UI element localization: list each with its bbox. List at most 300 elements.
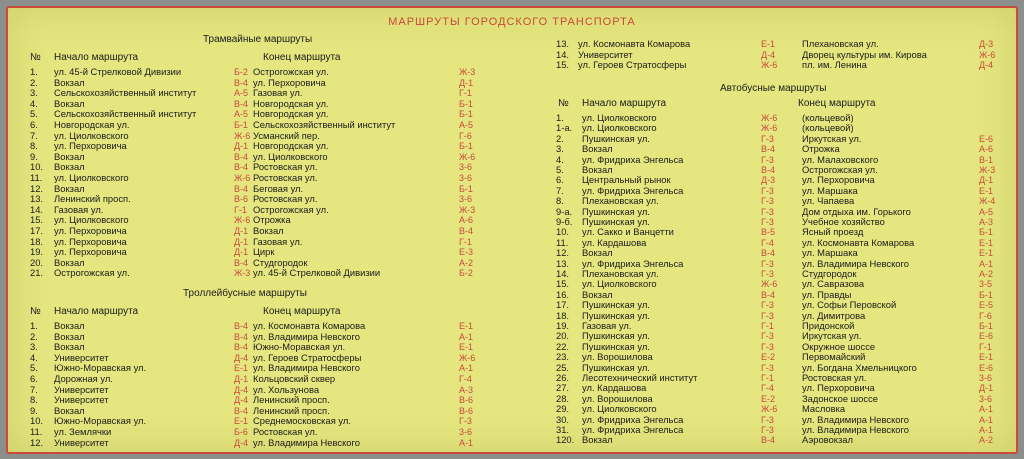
start-grid-code: Д-4 [234,437,249,448]
route-start: Университет [578,48,633,60]
start-grid-code: В-5 [761,227,776,238]
route-start: Университет [54,383,109,395]
start-grid-code: В-4 [234,342,249,353]
start-grid-code: Г-3 [761,217,774,227]
page-title: МАРШРУТЫ ГОРОДСКОГО ТРАНСПОРТА [388,16,636,28]
end-grid-code: Г-1 [459,88,472,99]
route-start: Университет [54,351,109,363]
route-end: ул. Космонавта Комарова [253,320,366,331]
end-grid-code: А-3 [979,217,994,227]
route-start: Вокзал [54,330,85,342]
route-number: 28. [556,392,570,404]
end-grid-code: Г-3 [459,416,472,427]
route-number: 15. [556,59,570,71]
start-grid-code: Г-1 [761,373,774,383]
route-number: 8. [30,140,38,152]
route-end: Газовая ул. [253,235,303,247]
route-number: 11. [556,236,569,248]
route-end: ул. Космонавта Комарова [802,236,915,248]
start-grid-code: Е-2 [761,352,776,363]
end-grid-code: А-5 [979,206,994,217]
route-end: Ростовская ул. [802,372,867,383]
end-grid-code: Е-1 [459,321,474,331]
end-grid-code: В-6 [459,405,474,416]
end-grid-code: А-1 [459,437,474,448]
route-end: Острогожская ул. [253,203,329,215]
end-grid-code: А-5 [459,120,474,130]
end-grid-code: 3-6 [979,393,993,404]
route-end: ул. Богдана Хмельницкого [802,361,917,373]
start-grid-code: Г-3 [761,414,774,425]
route-start: Пушкинская ул. [582,330,650,342]
route-end: Первомайский [802,351,866,363]
route-start: Дорожная ул. [54,373,113,384]
route-start: ул. Циолковского [54,172,129,183]
route-number: 14. [556,268,570,279]
start-grid-code: В-4 [234,77,249,88]
route-start: Центральный рынок [582,174,671,186]
route-start: ул. Ворошилова [582,351,653,363]
end-grid-code: Б-1 [459,109,473,120]
route-number: 5. [30,362,38,374]
trolley-start-header: Начало маршрута [54,306,139,317]
route-start: ул. Фридриха Энгельса [582,257,684,269]
route-end: Острогожская ул. [253,66,329,77]
end-grid-code: А-2 [979,269,994,279]
route-end: Газовая ул. [253,87,303,99]
route-start: ул. Фридриха Энгельса [582,184,684,196]
start-grid-code: Е-1 [761,39,776,49]
end-grid-code: А-1 [979,414,994,425]
route-end: Масловка [802,403,846,415]
trolley-heading: Троллейбусные маршруты [183,288,307,299]
start-grid-code: В-4 [761,144,776,155]
start-grid-code: Ж-6 [761,60,778,71]
end-grid-code: Д-1 [979,383,994,394]
route-start: Вокзал [54,161,85,173]
route-end: Среднемосковская ул. [253,415,351,427]
end-grid-code: А-2 [979,435,994,446]
route-start: Южно-Моравская ул. [54,415,147,427]
route-start: ул. Циолковского [54,214,129,226]
end-grid-code: Ж-6 [459,352,476,363]
start-grid-code: Д-1 [234,141,249,152]
end-grid-code: 3-6 [459,427,473,437]
tram-start-header: Начало маршрута [54,52,139,63]
route-end: ул. Чапаева [802,195,855,207]
route-row [8,134,1008,145]
route-start: ул. Перхоровича [54,235,127,247]
route-row [8,425,1008,436]
end-grid-code: Е-6 [979,362,994,373]
route-end: Новгородская ул. [253,97,329,109]
route-row [8,182,1008,197]
end-grid-code: А-1 [979,258,994,269]
route-number: 9. [30,404,38,416]
route-end: Ростовская ул. [253,161,318,173]
bus-num-header: № [558,98,569,109]
route-start: ул. Циолковского [54,129,129,141]
start-grid-code: В-4 [761,435,776,446]
end-grid-code: Б-1 [979,289,993,300]
route-row [8,311,1008,322]
route-end: (кольцевой) [802,112,854,123]
end-grid-code: 3-6 [459,173,473,183]
route-number: 19. [556,320,570,331]
start-grid-code: Г-3 [761,258,774,269]
route-number: 17. [556,299,570,311]
route-start: Пушкинская ул. [582,309,650,321]
route-start: Вокзал [54,182,85,194]
start-grid-code: А-5 [234,88,249,99]
route-end: Южно-Моравская ул. [253,341,346,353]
route-number: 13. [30,193,44,205]
route-end: ул. 45-й Стрелковой Дивизии [253,267,381,279]
route-start: Пушкинская ул. [582,205,650,217]
start-grid-code: Г-4 [761,237,774,248]
route-end: Ростовская ул. [253,193,318,205]
route-start: Ленинский просп. [54,193,131,205]
route-start: ул. Сакко и Ванцетти [582,226,674,238]
route-start: ул. 45-й Стрелковой Дивизии [54,66,182,77]
tram-heading: Трамвайные маршруты [203,34,313,45]
route-number: 10. [30,415,44,427]
route-number: 17. [30,225,44,236]
route-number: 14. [556,48,570,60]
start-grid-code: Д-1 [234,236,249,247]
route-number: 23. [556,351,570,363]
route-number: 6. [556,174,564,186]
route-number: 18. [30,235,44,247]
end-grid-code: Б-1 [979,227,993,238]
route-number: 7. [30,383,38,395]
route-end: Ростовская ул. [253,172,318,183]
route-row [8,235,1008,249]
route-start: Пушкинская ул. [582,132,650,144]
route-start: Сельскохозяйственный институт [54,87,197,99]
end-grid-code: Ж-4 [979,196,996,207]
route-number: 8. [556,195,564,207]
end-grid-code: Д-1 [459,77,474,88]
end-grid-code: В-6 [459,395,474,406]
route-row [8,435,1008,446]
end-grid-code: 3-6 [979,373,993,383]
start-grid-code: Ж-6 [234,215,251,226]
start-grid-code: Г-3 [761,185,774,196]
route-end: Плехановская ул. [802,38,879,49]
end-grid-code: Д-3 [979,39,994,49]
start-grid-code: Г-4 [761,383,774,394]
route-end: Цирк [253,246,275,258]
route-number: 15. [30,214,44,226]
route-end: ул. Димитрова [802,309,866,321]
route-number: 21. [30,267,44,279]
start-grid-code: Г-3 [761,425,774,435]
route-end: Ясный проезд [802,226,864,238]
route-number: 1. [30,66,38,77]
route-number: 29. [556,403,570,415]
route-start: Вокзал [54,404,85,416]
route-end: Беговая ул. [253,182,304,194]
end-grid-code: А-2 [459,257,474,268]
start-grid-code: Д-4 [234,352,249,363]
start-grid-code: В-6 [234,194,249,205]
route-end: Сельскохозяйственный институт [253,119,396,130]
start-grid-code: Г-3 [761,269,774,279]
route-end: Дом отдыха им. Горького [802,205,911,217]
route-number: 11. [30,172,43,183]
end-grid-code: Е-1 [979,248,994,259]
route-end: ул. Маршака [802,247,858,259]
route-start: ул. Землячки [54,426,112,437]
route-row [8,60,1008,71]
end-grid-code: А-1 [459,331,474,342]
start-grid-code: В-4 [234,98,249,109]
end-grid-code: Е-5 [979,300,994,311]
route-end: ул. Хользунова [253,383,320,395]
end-grid-code: Е-1 [979,185,994,196]
end-grid-code: 3-6 [459,162,473,173]
route-row [8,113,1008,124]
route-start: ул. Циолковского [582,122,657,134]
route-start: ул. Перхоровича [54,246,127,258]
route-number: 120. [556,434,575,446]
route-row [8,172,1008,186]
route-end: Вокзал [253,225,284,236]
route-start: Пушкинская ул. [582,299,650,311]
route-number: 13. [556,257,570,269]
start-grid-code: Ж-3 [234,268,251,279]
end-grid-code: 3-5 [979,279,993,290]
route-start: Газовая ул. [582,320,632,331]
end-grid-code: Ж-3 [979,165,996,175]
start-grid-code: Г-3 [761,331,774,342]
route-number: 20. [556,330,570,342]
start-grid-code: В-4 [234,257,249,268]
start-grid-code: Е-1 [234,363,249,374]
start-grid-code: Ж-6 [761,113,778,123]
route-end: ул. Владимира Невского [253,330,360,342]
route-number: 27. [556,382,570,394]
route-end: ул. Малаховского [802,153,879,165]
start-grid-code: Б-1 [234,120,248,130]
route-end: ул. Героев Стратосферы [253,351,362,363]
route-start: Сельскохозяйственный институт [54,108,197,120]
route-end: Студгородок [253,256,308,268]
route-end: Ленинский просп. [253,404,330,416]
route-sheet [6,6,1018,454]
end-grid-code: Г-6 [459,130,472,141]
route-number: 14. [30,203,44,215]
end-grid-code: Ж-3 [459,204,476,215]
route-number: 2. [30,76,38,88]
route-start: Вокзал [582,434,613,446]
route-start: ул. Ворошилова [582,392,653,404]
route-row [8,394,1008,405]
end-grid-code: А-6 [459,215,474,226]
end-grid-code: Б-1 [459,98,473,109]
start-grid-code: Д-4 [234,384,249,395]
route-number: 11. [30,426,43,437]
route-number: 8. [30,394,38,406]
route-start: ул. Циолковского [582,112,657,123]
start-grid-code: Ж-6 [761,279,778,290]
route-number: 26. [556,372,570,383]
route-number: 2. [556,132,564,144]
end-grid-code: Б-1 [459,141,473,152]
route-end: ул. Владимира Невского [253,436,360,448]
route-end: (кольцевой) [802,122,854,134]
route-end: пл. им. Ленина [802,59,867,71]
route-number: 13. [556,38,570,49]
end-grid-code: Д-1 [979,175,994,186]
start-grid-code: Ж-6 [234,173,251,183]
route-end: Новгородская ул. [253,140,329,152]
tram-end-header: Конец маршрута [263,52,341,63]
start-grid-code: Д-1 [234,226,249,236]
route-row [8,279,1008,290]
start-grid-code: В-4 [761,289,776,300]
route-start: Новгородская ул. [54,119,130,130]
route-number: 20. [30,256,44,268]
route-end: ул. Маршака [802,184,858,196]
end-grid-code: Ж-6 [979,49,996,60]
start-grid-code: В-4 [234,405,249,416]
end-grid-code: Г-1 [979,341,992,352]
start-grid-code: Д-3 [761,175,776,186]
start-grid-code: В-4 [234,162,249,173]
start-grid-code: Г-3 [761,341,774,352]
route-number: 31. [556,424,570,435]
route-end: ул. Перхоровича [802,174,875,186]
route-end: Усманский пер. [253,129,320,141]
route-number: 9. [30,150,38,162]
start-grid-code: Ж-6 [234,130,251,141]
end-grid-code: Е-6 [979,331,994,342]
route-number: 3. [556,143,564,155]
route-number: 16. [556,288,570,300]
end-grid-code: Е-1 [979,352,994,363]
route-start: ул. Перхоровича [54,140,127,152]
route-start: ул. Циолковского [582,278,657,290]
end-grid-code: Е-1 [979,237,994,248]
end-grid-code: 3-6 [459,194,473,205]
route-number: 22. [556,340,570,352]
end-grid-code: Е-6 [979,133,994,144]
end-grid-code: Е-1 [459,342,474,353]
route-end: ул. Перхоровича [802,382,875,394]
route-start: ул. Кардашова [582,382,647,394]
route-number: 12. [30,436,44,448]
start-grid-code: В-4 [234,331,249,342]
route-end: ул. Владимира Невского [802,257,909,269]
route-start: Плехановская ул. [582,268,659,279]
route-number: 9-б. [556,216,573,227]
route-number: 1-а. [556,122,573,134]
route-number: 25. [556,361,570,373]
route-number: 9-а. [556,205,573,217]
route-number: 1. [556,112,564,123]
route-start: Университет [54,436,109,448]
route-start: Вокзал [54,341,85,353]
start-grid-code: В-4 [234,151,249,162]
route-end: Дворец культуры им. Кирова [802,48,927,60]
route-end: ул. Владимира Невского [253,362,360,374]
route-row [8,39,1008,50]
route-number: 19. [30,246,44,258]
start-grid-code: Б-6 [234,427,248,437]
route-start: ул. Перхоровича [54,225,127,236]
start-grid-code: Ж-6 [761,404,778,415]
route-start: Вокзал [54,256,85,268]
trolley-end-header: Конец маршрута [263,306,341,317]
end-grid-code: А-1 [459,363,474,374]
route-end: ул. Савразова [802,278,865,290]
route-number: 4. [30,97,38,109]
route-start: ул. Космонавта Комарова [578,38,691,49]
route-start: Вокзал [54,320,85,331]
route-number: 6. [30,119,38,130]
route-start: ул. Кардашова [582,236,647,248]
route-number: 30. [556,413,570,425]
route-start: Газовая ул. [54,203,104,215]
route-end: Иркутская ул. [802,132,862,144]
route-number: 15. [556,278,570,290]
end-grid-code: Е-3 [459,247,474,258]
route-number: 1. [30,320,38,331]
route-end: Новгородская ул. [253,108,329,120]
end-grid-code: Б-1 [459,183,473,194]
start-grid-code: А-5 [234,109,249,120]
start-grid-code: Г-1 [761,321,774,331]
bus-end-header: Конец маршрута [798,98,876,109]
route-end: Ростовская ул. [253,426,318,437]
start-grid-code: В-4 [761,248,776,259]
route-start: ул. Фридриха Энгельса [582,413,684,425]
route-number: 18. [556,309,570,321]
route-start: Вокзал [54,76,85,88]
route-start: ул. Фридриха Энгельса [582,424,684,435]
start-grid-code: Д-4 [761,49,776,60]
route-start: Южно-Моравская ул. [54,362,147,374]
end-grid-code: А-6 [979,144,994,155]
end-grid-code: В-1 [979,154,994,165]
end-grid-code: А-3 [459,384,474,395]
start-grid-code: В-4 [234,183,249,194]
tram-num-header: № [30,52,41,63]
route-number: 5. [556,164,564,175]
route-number: 3. [30,341,38,353]
route-start: Острогожская ул. [54,267,130,279]
route-number: 10. [556,226,570,238]
route-end: ул. Владимира Невского [802,424,909,435]
route-end: ул. Циолковского [253,150,328,162]
route-start: Университет [54,394,109,406]
route-end: Ленинский просп. [253,394,330,406]
start-grid-code: Г-1 [234,204,247,215]
end-grid-code: Г-1 [459,236,472,247]
route-number: 12. [30,182,44,194]
end-grid-code: Д-4 [979,60,994,71]
route-start: Вокзал [54,97,85,109]
end-grid-code: Г-6 [979,310,992,321]
route-end: Задонское шоссе [802,392,878,404]
route-end: Учебное хозяйство [802,216,885,227]
start-grid-code: Г-3 [761,362,774,373]
start-grid-code: Г-3 [761,154,774,165]
start-grid-code: Г-3 [761,300,774,311]
route-start: Вокзал [54,150,85,162]
